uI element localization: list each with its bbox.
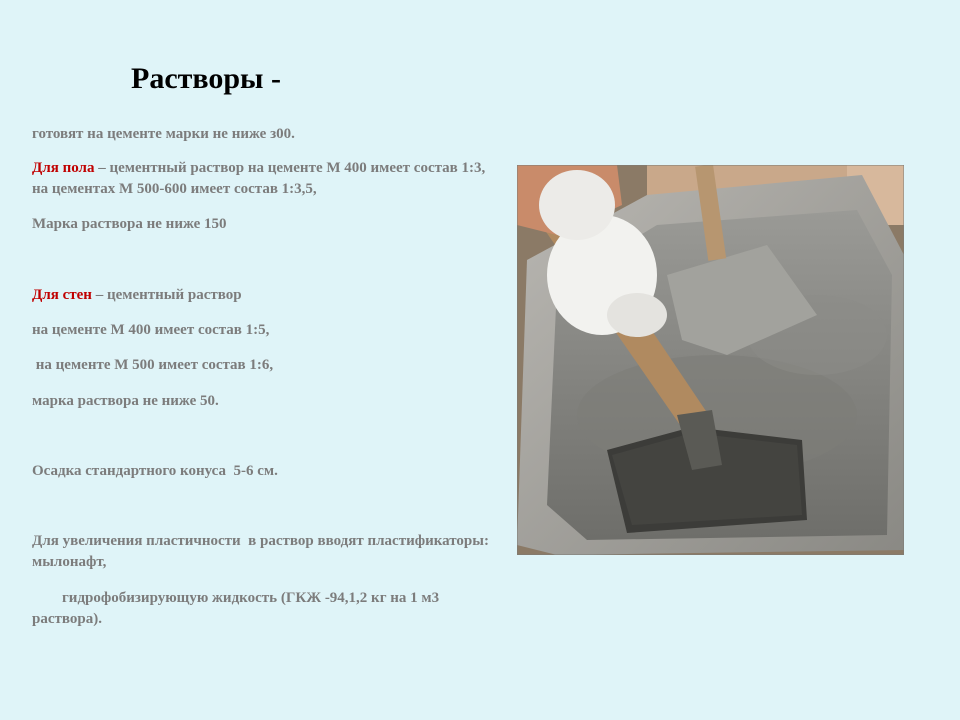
walls-label: Для стен	[32, 287, 92, 303]
paragraph-floor-grade: Марка раствора не ниже 150	[32, 216, 227, 232]
paragraph-hydrophobic: гидрофобизирующую жидкость (ГКЖ -94,1,2 кг на 1 м3 раствора).	[32, 590, 443, 627]
paragraph-walls	[32, 285, 242, 306]
paragraph-cement-grade: готовят на цементе марки не ниже з00.	[32, 126, 295, 142]
mortar-mixing-photo	[517, 165, 904, 555]
paragraph-m400: на цементе М 400 имеет состав 1:5,	[32, 322, 270, 338]
paragraph-m500: на цементе М 500 имеет состав 1:6,	[32, 357, 274, 373]
paragraph-cone-slump: Осадка стандартного конуса 5-6 см.	[32, 463, 278, 479]
floor-text: – цементный раствор на цементе М 400 имеет состав 1:3, на цементах М 500-600 имеет состав 1:3,5,	[32, 160, 486, 197]
paragraph-plasticizers: Для увеличения пластичности в раствор вводят пластификаторы: мылонафт,	[32, 533, 516, 570]
slide-title: Растворы -	[131, 62, 281, 95]
walls-text: – цементный раствор	[91, 287, 242, 303]
paragraph-floor	[32, 158, 502, 200]
paragraph-wall-grade: марка раствора не ниже 50.	[32, 393, 219, 409]
floor-label: Для пола	[32, 160, 95, 176]
